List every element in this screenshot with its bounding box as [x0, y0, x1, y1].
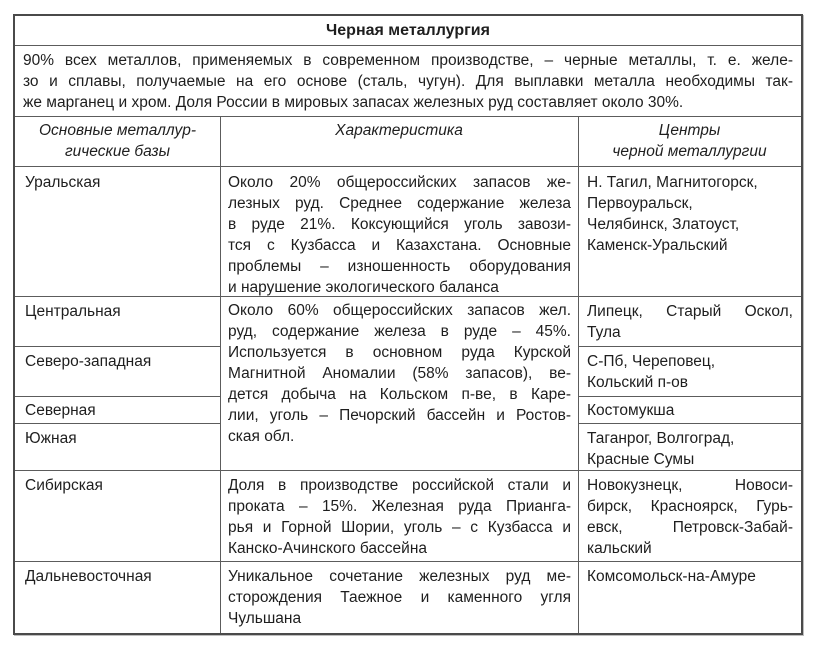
- divider-left-north: [15, 423, 220, 424]
- text-line: проблемы – изношенность оборудования: [228, 258, 571, 275]
- text-line: лии, уголь – Печорский бассейн и Ростов-: [228, 407, 571, 424]
- header-bases: [15, 120, 220, 162]
- characteristic-ural: [228, 172, 571, 277]
- centers-north: [587, 400, 674, 421]
- divider-row-siberia: [15, 561, 801, 562]
- intro-text-last: [23, 92, 683, 113]
- header-centers: [578, 120, 801, 162]
- characteristic-central-last: [228, 426, 294, 447]
- divider-right-north: [578, 423, 801, 424]
- text-line: евск, Петровск-Забай-: [587, 519, 793, 536]
- column-divider-1: [220, 116, 221, 633]
- header-centers-line: черной металлургии: [612, 143, 767, 160]
- header-bases-line: Основные металлур-: [38, 122, 196, 139]
- base-northwest: Северо-западная: [25, 353, 152, 370]
- text-line: Кольский п-ов: [587, 374, 688, 391]
- text-line: проката – 15%. Железная руда Приангa-: [228, 498, 571, 515]
- text-line: Доля в производстве российской стали и: [228, 477, 571, 494]
- intro-text: [23, 50, 793, 92]
- header-centers-line: Центры: [658, 122, 721, 139]
- text-line: Новокузнецк, Новоси-: [587, 477, 793, 494]
- base-south: Южная: [25, 430, 77, 447]
- characteristic-ural-last: [228, 277, 499, 298]
- text-line: бирск, Красноярск, Гурь-: [587, 498, 793, 515]
- text-line: С-Пб, Череповец,: [587, 353, 716, 370]
- characteristic-fareast: [228, 566, 571, 608]
- divider-right-northwest: [578, 396, 801, 397]
- intro-line: же марганец и хром. Доля России в мировых запасах железных руд составляет около 30%.: [23, 94, 684, 111]
- divider-left-central: [15, 346, 220, 347]
- divider-right-central: [578, 346, 801, 347]
- base-ural: Уральская: [25, 174, 101, 191]
- text-line: Комсомольск-на-Амуре: [587, 568, 756, 585]
- intro-line: 90% всех металлов, применяемых в современном производстве, – черные металлы, т. е. желе-: [23, 52, 793, 69]
- text-line: Н. Тагил, Магнитогорск,: [587, 174, 758, 191]
- text-line: Тула: [587, 324, 621, 341]
- text-line: Канско-Ачинского бассейна: [228, 540, 427, 557]
- divider-title: [15, 45, 801, 46]
- header-characteristic-line: Характеристика: [335, 122, 463, 139]
- text-line: Используется в основном руда Курской: [228, 344, 571, 361]
- text-line: Красные Сумы: [587, 451, 695, 468]
- header-bases-line: гические базы: [65, 143, 170, 160]
- characteristic-siberia: [228, 475, 571, 538]
- text-line: рья и Горной Шории, уголь – с Кузбасса и: [228, 519, 571, 536]
- base-central: Центральная: [25, 303, 121, 320]
- text-line: Костомукша: [587, 402, 675, 419]
- centers-central-last: [587, 322, 621, 343]
- text-line: лезных руд. Среднее содержание железа: [228, 195, 571, 212]
- base-fareast: Дальневосточная: [25, 568, 152, 585]
- text-line: Магнитной Аномалии (58% запасов), ве-: [228, 365, 571, 382]
- text-line: Уникальное сочетание железных руд ме-: [228, 568, 571, 585]
- text-line: руд, содержание железа в руде – 45%.: [228, 323, 571, 340]
- centers-siberia-last: [587, 538, 652, 559]
- text-line: и нарушение экологического баланса: [228, 279, 499, 296]
- column-divider-2: [578, 116, 579, 633]
- centers-south: [587, 428, 734, 470]
- text-line: Около 20% общероссийских запасов же-: [228, 174, 571, 191]
- centers-fareast: [587, 566, 756, 587]
- characteristic-siberia-last: [228, 538, 427, 559]
- text-line: кальский: [587, 540, 652, 557]
- header-characteristic: [220, 120, 578, 141]
- text-line: Первоуральск,: [587, 195, 693, 212]
- centers-central: [587, 301, 793, 322]
- text-line: в руде 21%. Коксующийся уголь завози-: [228, 216, 571, 233]
- centers-ural: [587, 172, 758, 256]
- divider-row-south: [15, 470, 801, 471]
- divider-header: [15, 166, 801, 167]
- text-line: Таганрог, Волгоград,: [587, 430, 735, 447]
- characteristic-central: [228, 300, 571, 426]
- divider-intro: [15, 116, 801, 117]
- metallurgy-table: [13, 14, 803, 635]
- base-north: Северная: [25, 402, 96, 419]
- text-line: тся с Кузбасса и Казахстана. Основные: [228, 237, 571, 254]
- centers-northwest: [587, 351, 715, 393]
- intro-line: зо и сплавы, получаемые на его основе (сталь, чугун). Для выплавки металла необходимы так-: [23, 73, 793, 90]
- text-line: Около 60% общероссийских запасов жел.: [228, 302, 571, 319]
- characteristic-fareast-last: [228, 608, 301, 629]
- text-line: дется добыча на Кольском п-ве, в Каре-: [228, 386, 571, 403]
- centers-siberia: [587, 475, 793, 538]
- table-title: Черная металлургия: [326, 22, 490, 39]
- text-line: Челябинск, Златоуст,: [587, 216, 740, 233]
- divider-left-northwest: [15, 396, 220, 397]
- text-line: Каменск-Уральский: [587, 237, 728, 254]
- text-line: Липецк, Старый Оскол,: [587, 303, 793, 320]
- text-line: сторождения Таежное и каменного угля: [228, 589, 571, 606]
- text-line: ская обл.: [228, 428, 295, 445]
- base-siberia: Сибирская: [25, 477, 103, 494]
- text-line: Чульшана: [228, 610, 302, 627]
